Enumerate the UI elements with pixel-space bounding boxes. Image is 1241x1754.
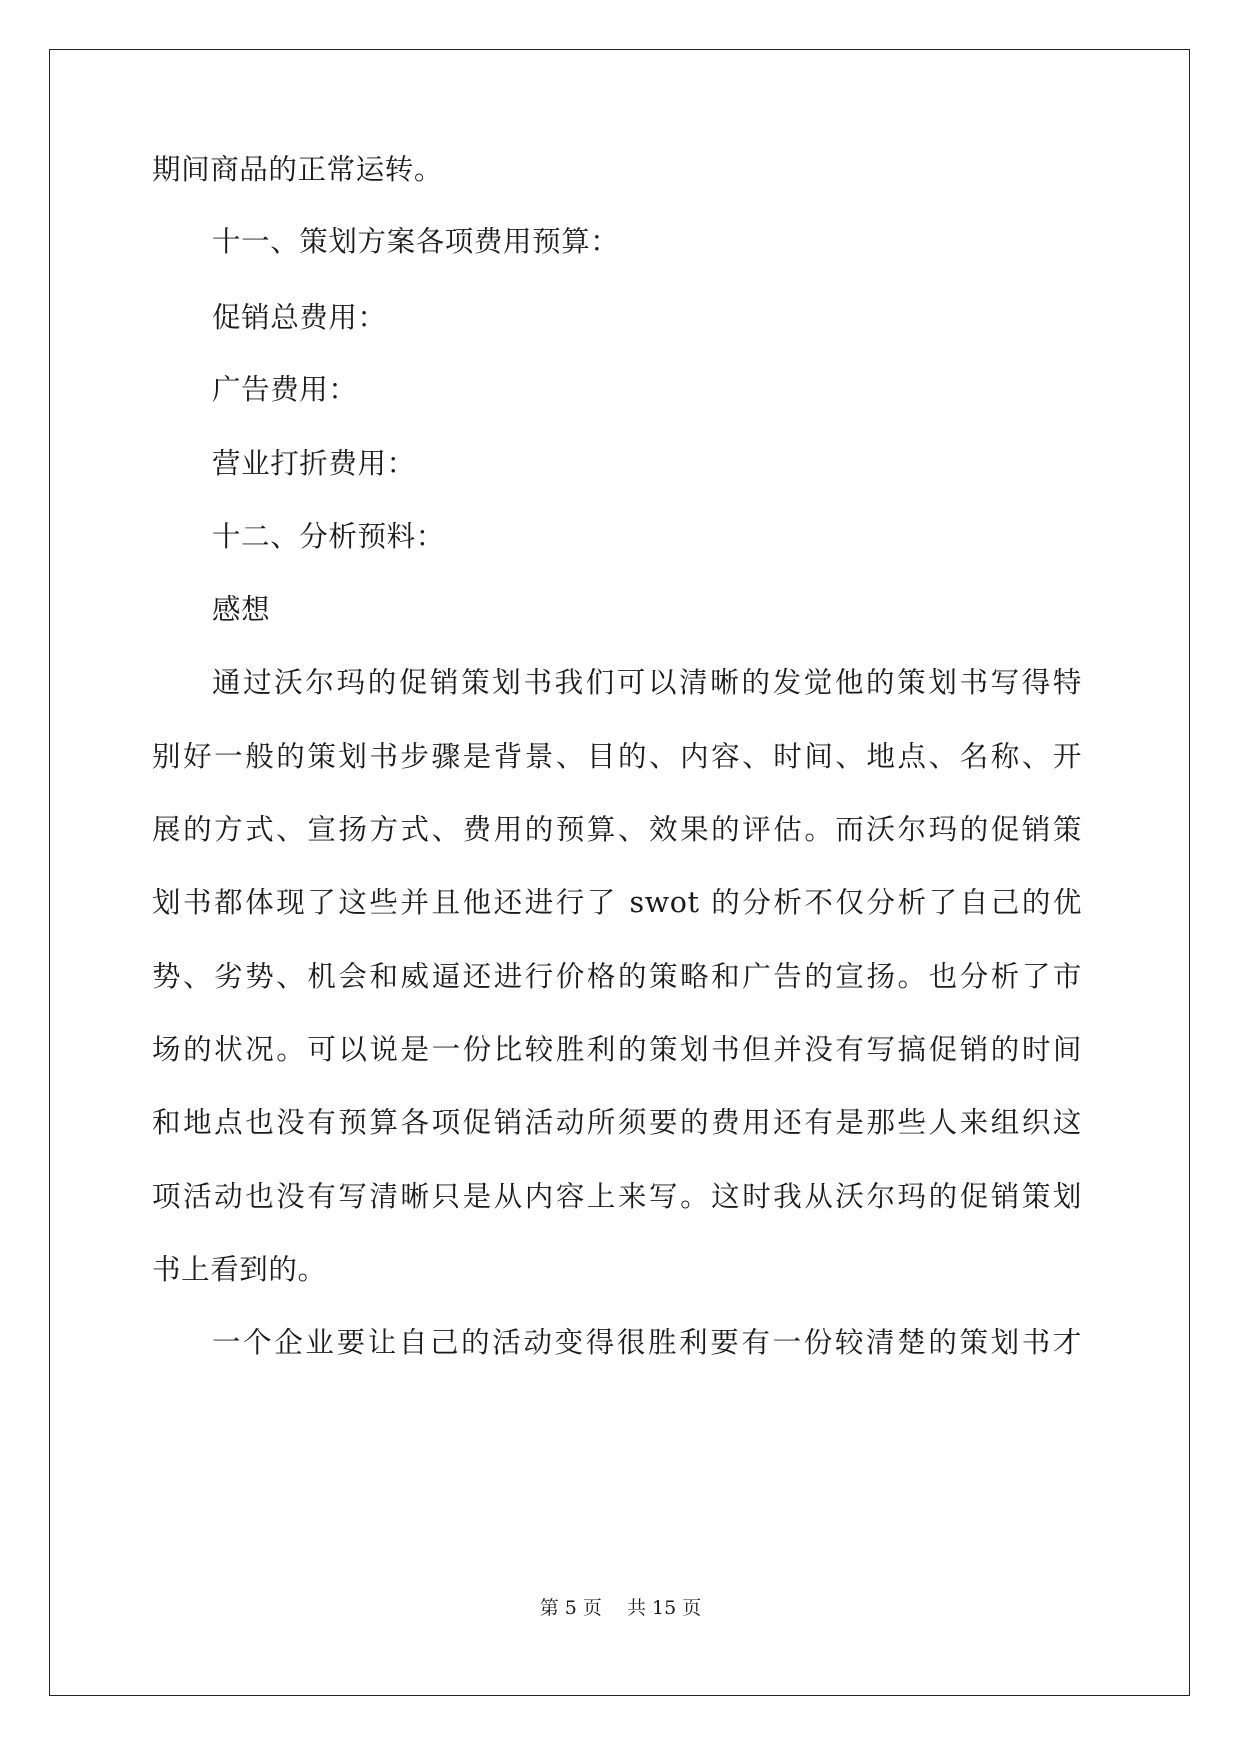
paragraph-line: 别好一般的策划书步骤是背景、目的、内容、时间、地点、名称、开 bbox=[152, 740, 1082, 773]
section-heading: 十二、分析预料： bbox=[212, 520, 445, 553]
paragraph-line: 势、劣势、机会和威逼还进行价格的策略和广告的宣扬。也分析了市 bbox=[152, 960, 1082, 993]
section-heading: 感想 bbox=[212, 593, 271, 626]
page-border bbox=[49, 49, 1190, 1696]
budget-item: 广告费用： bbox=[212, 373, 358, 406]
paragraph-line: 划书都体现了这些并且他还进行了 swot 的分析不仅分析了自己的优 bbox=[152, 886, 1082, 919]
budget-item: 营业打折费用： bbox=[212, 447, 416, 480]
paragraph-line: 展的方式、宣扬方式、费用的预算、效果的评估。而沃尔玛的促销策 bbox=[152, 813, 1082, 846]
budget-item: 促销总费用： bbox=[212, 301, 387, 334]
section-heading: 十一、策划方案各项费用预算： bbox=[212, 225, 620, 258]
paragraph-line: 期间商品的正常运转。 bbox=[152, 153, 444, 186]
paragraph-line: 项活动也没有写清晰只是从内容上来写。这时我从沃尔玛的促销策划 bbox=[152, 1180, 1082, 1213]
paragraph-line: 场的状况。可以说是一份比较胜利的策划书但并没有写搞促销的时间 bbox=[152, 1033, 1082, 1066]
paragraph-line: 和地点也没有预算各项促销活动所须要的费用还有是那些人来组织这 bbox=[152, 1106, 1082, 1139]
paragraph-line: 书上看到的。 bbox=[152, 1253, 327, 1286]
page-footer: 第 5 页 共 15 页 bbox=[539, 1597, 702, 1619]
paragraph-line: 通过沃尔玛的促销策划书我们可以清晰的发觉他的策划书写得特 bbox=[212, 666, 1082, 699]
paragraph-line: 一个企业要让自己的活动变得很胜利要有一份较清楚的策划书才 bbox=[212, 1326, 1082, 1359]
